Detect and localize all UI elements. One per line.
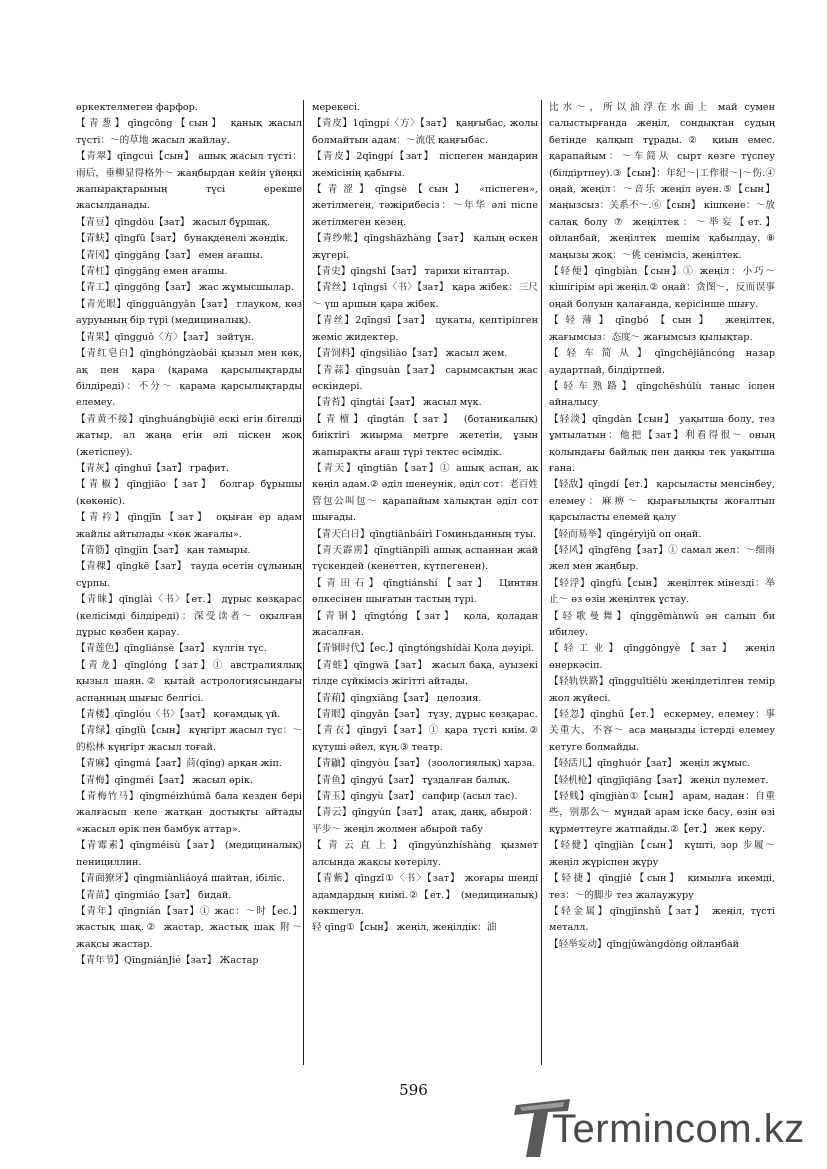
- dictionary-entry: 【青龙】qīnglóng【зат】① австралиялық қызыл шаян.② қытай астрологиясындағы аспанның шығыс белгісі.: [76, 659, 302, 704]
- dictionary-entry: 【青杠】qīnggāng емен ағашы.: [76, 266, 228, 278]
- dictionary-entry: 【青田石】qīngtiánshí【зат】 Цинтян өлкесінен шығатын тастың түрі.: [312, 577, 538, 606]
- dictionary-entry: 【青梅竹马】qīngméizhúmǎ бала кезден бері жалғасып келе жатқан достықты айтады «жасыл өрік пен бамбук аттар».: [76, 791, 302, 835]
- dictionary-entry: 【轻歌曼舞】qīnggēmànwǔ ән салып би ибилеу.: [549, 610, 775, 638]
- dictionary-entry: 【轻活儿】qīnghuór【зат】 жеңіл жұмыс.: [549, 758, 751, 770]
- dictionary-entry: 【青皮】2qīngpí【зат】 піспеген мандарин жемісінің қабығы.: [312, 151, 538, 179]
- dictionary-entry: 【青果】qīngguǒ〈方〉【зат】 зәйтүн.: [76, 331, 254, 343]
- dictionary-entry: 【青工】qīnggōng【зат】 жас жұмысшылар.: [76, 282, 294, 294]
- dictionary-entry: 【青衿】qīngjīn【зат】 оқыған ер адам жайлы айтылады «көк жағалы».: [76, 512, 302, 540]
- dictionary-entry: 【青灰】qīnghuī【зат】 графит.: [76, 462, 229, 474]
- dictionary-entry: 【青葙】qīngxiāng【зат】 целозия.: [312, 692, 482, 704]
- dictionary-entry: 【青苔】qīngtái【зат】 жасыл мүк.: [312, 397, 482, 409]
- dictionary-entry: 【轻风】qīngfēng【зат】① самал жел：～细雨 жел мен жаңбыр.: [549, 544, 775, 573]
- dictionary-entry: 轻 qīng①【сын】 жеңіл, жеңілдік：油: [312, 922, 497, 934]
- dictionary-entry: мерекесі.: [312, 102, 361, 113]
- column-divider: [303, 100, 304, 1065]
- dictionary-entry: 【轻浮】qīngfú【сын】 жеңілтек мінезді：举止～ өз өзін жеңілтек ұстау.: [549, 577, 775, 606]
- dictionary-entry: 【青涩】qīngsè【сын】 «піспеген», жетілмеген, тәжірибесіз：～年华 әлі піспе жетілмеген кезең.: [312, 184, 538, 228]
- dictionary-entry: 【青椒】qīngjiāo【зат】 болгар бұрышы (көкөніс).: [76, 479, 302, 507]
- dictionary-entry: 【青檀】qīngtán【зат】 (ботаникалық) биіктігі жиырма метрге жететін, ұзын жапырақты ағаш түрі тектес өсімдік.: [312, 413, 538, 458]
- dictionary-entry: 【轻淡】qīngdàn【сын】 уақытша болу, тез ұмтылатын：他把【зат】利看得很～ оның қолындағы байлық пен даңқы тек уақытша ғана.: [549, 413, 775, 474]
- page-number: 596: [399, 1081, 428, 1099]
- dictionary-entry: 【轻敌】qīngdí【ет.】 қарсыласты менсінбеу, елемеу：麻痹～ қырағылықты жоғалтып қарсыласты елемей қалу: [549, 479, 775, 524]
- dictionary-entry: 比水～，所以油浮在水面上 май сумен салыстырғанда жеңіл, сондықтан судың бетінде қалқып тұрады.② қиын емес. қарапайым：～车简从 сырт көзге түспеу (білдіртпеу).③【сын】：年纪～|工作很～|～伤.④ оңай, жеңіл：～音乐 жеңіл әуен.⑤【сын】 маңызсыз：关系不～.⑥【сын】 кішкене：～放 салақ болу ⑦ жеңілтек：～举妄【ет.】 ойланбай, жеңілтек шешім қабылдау.⑧ маңызы жоқ：～佻 сенімсіз, жеңілтек.: [549, 102, 775, 261]
- dictionary-entry: 【青黄不接】qīnghuángbùjiē ескі егін бітелді жатыр, ал жаңа егін әлі піскен жоқ (жетіспеу).: [76, 413, 302, 458]
- dictionary-entry: 【轻轨铁路】qīngguǐtiělù жеңілдетілген темір жол жүйесі.: [549, 676, 775, 704]
- dictionary-entry: 【轻金属】qīngjīnshǔ【зат】 жеңіл, түсті металл.: [549, 905, 775, 934]
- column-right: [549, 100, 775, 1065]
- dictionary-entry: 【青云直上】qīngyúnzhíshàng қызмет алсында жақсы көтерілу.: [312, 840, 538, 868]
- dictionary-entry: 【青楼】qīnglóu〈书〉【зат】 қоғамдық үй.: [76, 709, 281, 721]
- dictionary-entry: 【青铜时代】【ес.】qīngtóngshídài Қола дәуірі.: [312, 643, 535, 655]
- dictionary-entry: 【青绿】qīnglǜ【сын】 күңгірт жасыл түс：～的松林 күңгірт жасыл тоғай.: [76, 725, 302, 753]
- dictionary-entry: 【轻车熟路】qīngchēshúlù таныс іспен айналысу: [549, 380, 775, 409]
- dictionary-entry: 【青红皂白】qīnghóngzàobái қызыл мен көк, ақ пен қара (қарама қарсылықтарды білдіреді)：不分～ қарама қарсылықтарды елемеу.: [76, 348, 302, 409]
- column-divider: [541, 100, 542, 1065]
- dictionary-entry: 【青铜】qīngtóng【зат】 қола, қоладан жасалған.: [312, 610, 538, 638]
- logo-text: Termincom.kz: [552, 1107, 805, 1151]
- dictionary-entry: 【青梅】qīngméi【зат】 жасыл өрік.: [76, 774, 253, 786]
- dictionary-entry: 【青皮】1qīngpí〈方〉【зат】 қаңғыбас, жолы болмайтын адам：～流氓 қаңғыбас.: [312, 118, 538, 146]
- dictionary-entry: 【青史】qīngshǐ【зат】 тарихи кітаптар.: [312, 266, 510, 278]
- dictionary-entry: 【轻车简从】qīngchējiǎncóng назар аудартпай, білдіртпей.: [549, 348, 775, 376]
- dictionary-entry: 【青翠】qīngcuì【сын】 ашық жасыл түсті：雨后，垂柳显得格外～ жаңбырдан кейін үйеңкі жапырақтарының түсі ерекше жасылданады.: [76, 151, 302, 212]
- dictionary-entry: өркектелмеген фарфор.: [76, 102, 198, 113]
- dictionary-entry: 【青云】qīngyún【зат】 атақ, даңқ, абырой：平步～ жеңіл жолмен абырой табу: [312, 807, 538, 835]
- dictionary-entry: 【轻而易举】qīngéryìjǔ оп оңай.: [549, 528, 702, 540]
- dictionary-entry: 【青莲色】qīngliánsè【зат】 күлгін түс.: [76, 643, 267, 655]
- dictionary-entry: 【轻贱】qīngjiàn①【сын】 арам, надан：自重些，别那么～ мұндай арам іске басу, өзін өзі құрметтеуге жатпайды.②【ет.】 жек көру.: [549, 791, 775, 835]
- dictionary-entry: 【青天】qīngtiān【зат】① ашық аспан, ақ көңіл адам.② әділ шенеунік, әділ сот：老百姓管包公叫包～ қарапайым халықтан әділ сот шығады.: [312, 462, 538, 524]
- column-left: [76, 100, 302, 1065]
- dictionary-entry: 【青冈】qīnggāng【зат】 емен ағашы.: [76, 249, 263, 261]
- dictionary-entry: 【青玉】qīngyù【зат】 сапфир (асыл тас).: [312, 791, 518, 803]
- dictionary-entry: 【青蚨】qīngfū【зат】 бунақденелі жәндік.: [76, 233, 289, 245]
- dictionary-entry: 【青纱帐】qīngshāzhàng【зат】 қалың өскен жүгері.: [312, 233, 538, 261]
- dictionary-entry: 【青丝】1qīngsī〈书〉【зат】 қара жібек：三尺～ үш аршын қара жібек.: [312, 282, 538, 310]
- dictionary-entry: 【青筋】qīngjīn【зат】 қан тамыры.: [76, 544, 251, 556]
- dictionary-entry: 【青年】qīngnián【зат】① жас：～时【ес.】 жастық шақ.② жастар, жастық шақ 附～ жақсы жастар.: [76, 905, 302, 950]
- dictionary-entry: 【青天霹雳】qīngtiānpīlì ашық аспаннан жай түскендей (кенеттен, күтпегенен).: [312, 544, 538, 573]
- dictionary-entry: 【青紫】qīngzǐ①〈书〉【зат】 жоғары шенді адамдардың киімі.②【ет.】 (медициналық) көкшегул.: [312, 873, 538, 917]
- dictionary-entry: 【青蒜】qīngsuàn【зат】 сарымсақтың жас өскіндері.: [312, 364, 538, 392]
- dictionary-entry: 【轻忽】qīnghū【ет.】 ескермеу, елемеу：事关重大，不容～ аса маңызды істерді елемеу кетуге болмайды.: [549, 709, 775, 753]
- dictionary-entry: 【青豆】qīngdòu【зат】 жасыл бұршақ.: [76, 216, 271, 228]
- dictionary-entry: 【轻工业】qīnggōngyè【зат】 жеңіл өнеркәсіп.: [549, 643, 775, 671]
- termincom-logo: [512, 1095, 812, 1161]
- dictionary-entry: 【青鼬】qīngyòu【зат】 (зоологиялық) харза.: [312, 758, 536, 770]
- dictionary-entry: 【青苗】qīngmiáo【зат】 бидай.: [76, 889, 232, 901]
- dictionary-entry: 【青睐】qīnglài〈书〉【ет.】 дұрыс көзқарас (келісімді білдіреді)：深受读者～ оқылған дұрыс көзбен қарау.: [76, 594, 302, 638]
- dictionary-entry: 【青光眼】qīngguāngyǎn【зат】 глауком, көз ауруының бір түрі (медициналық).: [76, 298, 302, 327]
- dictionary-entry: 【轻捷】qīngjié【сын】 қимылға икемді, тез：～的脚步 тез жалаужуру: [549, 873, 775, 901]
- dictionary-entry: 【青麻】qīngmá【зат】苘(qǐng) арқан жіп.: [76, 758, 283, 770]
- dictionary-entry: 【青鱼】qīngyú【зат】 тұздалған балық.: [312, 774, 510, 786]
- dictionary-entry: 【轻便】qīngbiàn【сын】① жеңіл：小巧～ кішігірім әрі жеңіл.② оңай：贪图～，反而误事 оңай болуын қалағанда, керісінше шығу.: [549, 266, 775, 310]
- dictionary-entry: 【青葱】qīngcōng【сын】 қанық жасыл түсті：～的草地 жасыл жайлау.: [76, 118, 302, 146]
- dictionary-entry: 【轻健】qīngjiàn【сын】 күшті, зор 步履～ жеңіл жүріспен жүру: [549, 840, 775, 868]
- dictionary-entry: 【青眼】qīngyǎn【зат】 түзу, дұрыс көзқарас.: [312, 709, 538, 721]
- dictionary-entry: 【青饲料】qīngsìliào【зат】 жасыл жем.: [312, 348, 508, 360]
- dictionary-entry: 【轻机枪】qīngjīqiāng【зат】 жеңіл пулемет.: [549, 774, 769, 786]
- dictionary-entry: 【轻举妄动】qīngjǔwàngdòng ойланбай: [549, 938, 740, 950]
- dictionary-entry: 【青稞】qīngkē【зат】 тауда өсетін сұлының сұрпы.: [76, 561, 302, 589]
- dictionary-entry: 【青面獠牙】qīngmiànliáoyá шайтан, ібіліс.: [76, 873, 286, 885]
- dictionary-entry: 【青年节】QīngniánJié【зат】 Жастар: [76, 955, 259, 967]
- dictionary-entry: 【青丝】2qīngsī【зат】 цукаты, кептірілген жеміс жидектер.: [312, 315, 538, 343]
- dictionary-entry: 【青蛙】qīngwā【зат】 жасыл бақа, ауызекі тілде сүйкімсіз жігітті айтады.: [312, 659, 538, 688]
- dictionary-entry: 【青霉素】qīngméisù【зат】 (медициналық) пенициллин.: [76, 840, 302, 868]
- dictionary-entry: 【青天白日】qīngtiānbáirì Гоминьданның туы.: [312, 528, 537, 540]
- dictionary-entry: 【青衣】qīngyī【зат】① қара түсті киім.② күтуші әйел, күң.③ театр.: [312, 725, 538, 753]
- dictionary-entry: 【轻薄】qīngbó【сын】 жеңілтек, жағымсыз：态度～ жағымсыз қылықтар.: [549, 315, 775, 343]
- column-middle: [312, 100, 538, 1065]
